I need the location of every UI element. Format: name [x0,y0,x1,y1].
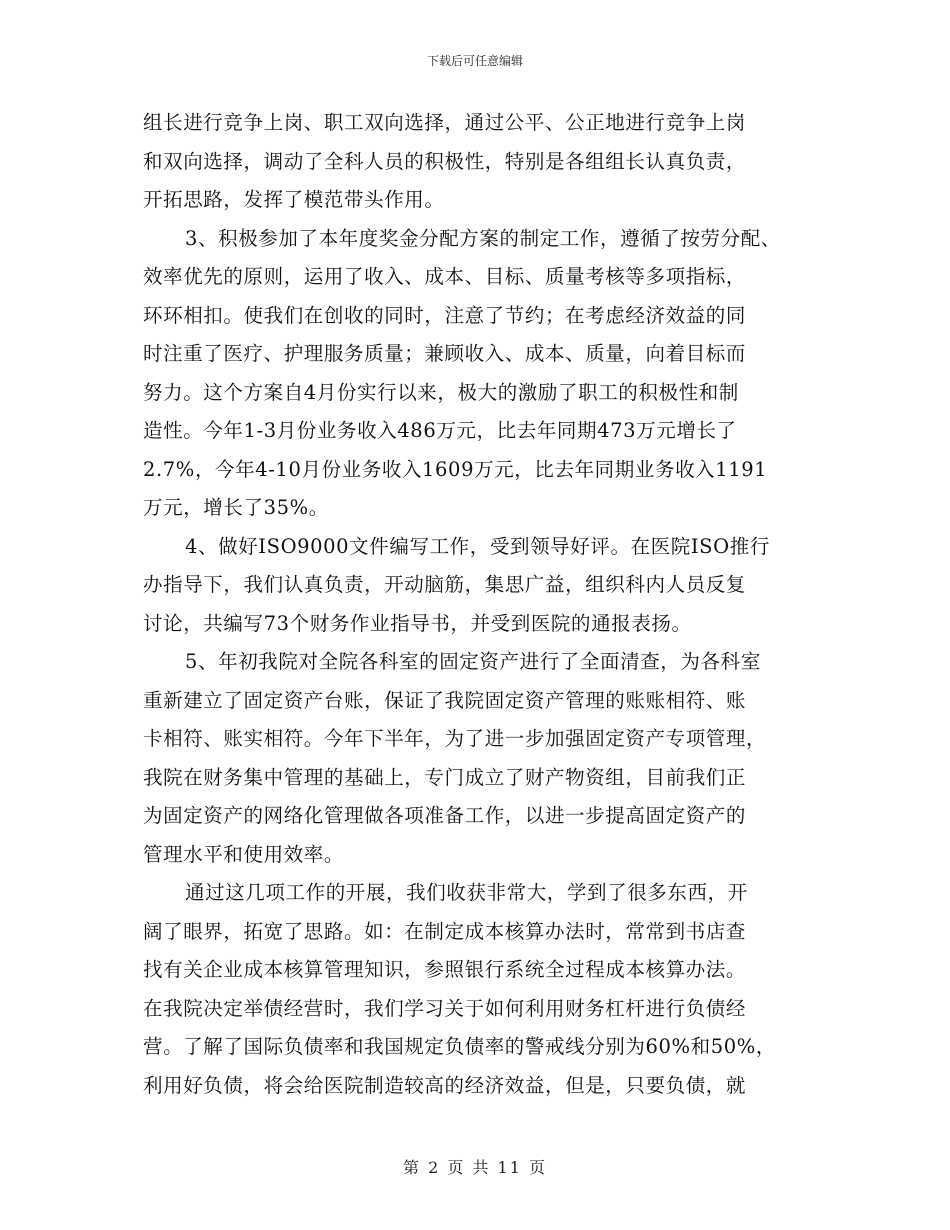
text-line: 环环相扣。使我们在创收的同时，注意了节约；在考虑经济效益的同 [143,303,747,327]
document-body [143,104,813,1105]
text-line: 利用好负债，将会给医院制造较高的经济效益，但是，只要负债，就 [143,1073,747,1097]
text-line: 和双向选择，调动了全科人员的积极性，特别是各组组长认真负责， [143,149,747,173]
page-footer: 第 2 页 共 11 页 [403,1158,547,1177]
text-line: 我院在财务集中管理的基础上，专门成立了财产物资组，目前我们正 [143,765,747,789]
page-header: 下载后可任意编辑 [426,54,523,68]
text-line: 营。了解了国际负债率和我国规定负债率的警戒线分别为60%和50%， [143,1035,776,1058]
text-line: 5、年初我院对全院各科室的固定资产进行了全面清查，为各科室 [185,650,761,673]
text-line: 时注重了医疗、护理服务质量；兼顾收入、成本、质量，向着目标而 [143,342,747,365]
text-line: 卡相符、账实相符。今年下半年，为了进一步加强固定资产专项管理， [143,727,767,750]
text-line: 开拓思路，发挥了模范带头作用。 [143,188,445,211]
text-line: 4、做好ISO9000文件编写工作，受到领导好评。在医院ISO推行 [185,534,770,558]
text-line: 组长进行竞争上岗、职工双向选择，通过公平、公正地进行竞争上岗 [143,111,747,134]
text-line: 阔了眼界，拓宽了思路。如：在制定成本核算办法时，常常到书店查 [143,919,747,943]
text-line: 讨论，共编写73个财务作业指导书，并受到医院的通报表扬。 [143,611,692,635]
text-line: 重新建立了固定资产台账，保证了我院固定资产管理的账账相符、账 [143,688,747,712]
text-line: 通过这几项工作的开展，我们收获非常大，学到了很多东西，开 [185,881,748,904]
text-line: 努力。这个方案自4月份实行以来，极大的激励了职工的积极性和制 [143,380,739,404]
text-line: 3、积极参加了本年度奖金分配方案的制定工作，遵循了按劳分配、 [185,226,781,250]
text-line: 办指导下，我们认真负责，开动脑筋，集思广益，组织科内人员反复 [143,573,747,596]
text-line: 找有关企业成本核算管理知识，参照银行系统全过程成本核算办法。 [143,958,747,981]
text-line: 效率优先的原则，运用了收入、成本、目标、质量考核等多项指标， [143,265,747,288]
text-line: 2.7%，今年4-10月份业务收入1609万元，比去年同期业务收入1191 [143,457,768,481]
text-line: 管理水平和使用效率。 [143,842,345,866]
text-line: 为固定资产的网络化管理做各项准备工作，以进一步提高固定资产的 [143,804,747,827]
text-line: 造性。今年1-3月份业务收入486万元，比去年同期473万元增长了 [143,419,737,442]
text-line: 在我院决定举债经营时，我们学习关于如何利用财务杠杆进行负债经 [143,996,747,1020]
text-line: 万元，增长了35%。 [143,496,329,519]
